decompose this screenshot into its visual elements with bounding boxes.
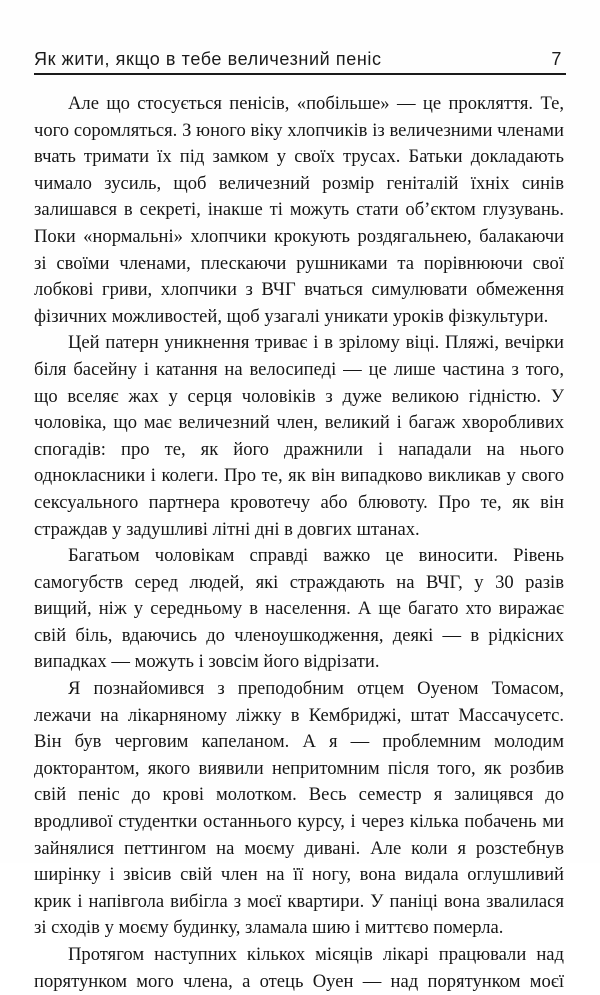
header-rule — [34, 73, 566, 75]
paragraph: Протягом наступних кількох місяців лікарі працювали над порятунком мого члена, а отець Оуен — над порятунком моєї — [34, 944, 564, 992]
body-text — [34, 91, 564, 995]
running-title: Як жити, якщо в тебе величезний пеніс — [34, 49, 382, 69]
running-header — [34, 44, 566, 70]
paragraph: Цей патерн уникнення триває і в зрілому віці. Пляжі, вечірки біля басейну і катання на велосипеді — це лише частина з того, що вселяє жах у серця чоловіків з дуже великою гідністю. У чоловіка, що має величезний член, великий і багаж хворобливих спогадів: про те, як його дражнили і нападали на нього однокласники і колеги. Про те, як він випадково викликав у свого сексуального партнера кровотечу або блювоту. Про те, як він страждав у задушливі літні дні в довгих штанах. — [34, 332, 564, 540]
paragraph: Але що стосується пенісів, «побільше» — це прокляття. Те, чого соромляться. З юного віку хлопчиків із величезними членами вчать тримати їх під замком у своїх трусах. Батьки докладають чимало зусиль, щоб величезний розмір геніталій їхніх синів залишався в секреті, інакше ті можуть стати об’єктом глузувань. Поки «нормальні» хлопчики крокують роздягальнею, балакаючи зі своїми членами, плескаючи рушниками та порівнюючи свої лобкові гриви, хлопчики з ВЧГ вчаться симулювати обмеження фізичних можливостей, щоб узагалі уникати уроків фізкультури. — [34, 93, 564, 327]
paragraph: Багатьом чоловікам справді важко це виносити. Рівень самогубств серед людей, які страждають на ВЧГ, у 30 разів вищий, ніж у середньому в населення. А ще багато хто виражає свій біль, вдаючись до членоушкодження, деякі — в рідкісних випадках — можуть і зовсім його відрізати. — [34, 545, 564, 673]
page-number: 7 — [551, 49, 562, 69]
paragraph: Я познайомився з преподобним отцем Оуеном Томасом, лежачи на лікарняному ліжку в Кембриджі, штат Массачусетс. Він був черговим капеланом. А я — проблемним молодим докторантом, якого виявили непритомним після того, як розбив свій пеніс до крові молотком. Весь семестр я залицявся до вродливої студентки останнього курсу, і через кілька побачень ми зайнялися петтингом на моєму дивані. Але коли я розстебнув ширінку і звісив свій член на її ногу, вона видала оглушливий крик і напівгола вибігла з моєї квартири. У паніці вона звалилася зі сходів у моєму будинку, зламала шию і миттєво померла. — [34, 678, 564, 939]
